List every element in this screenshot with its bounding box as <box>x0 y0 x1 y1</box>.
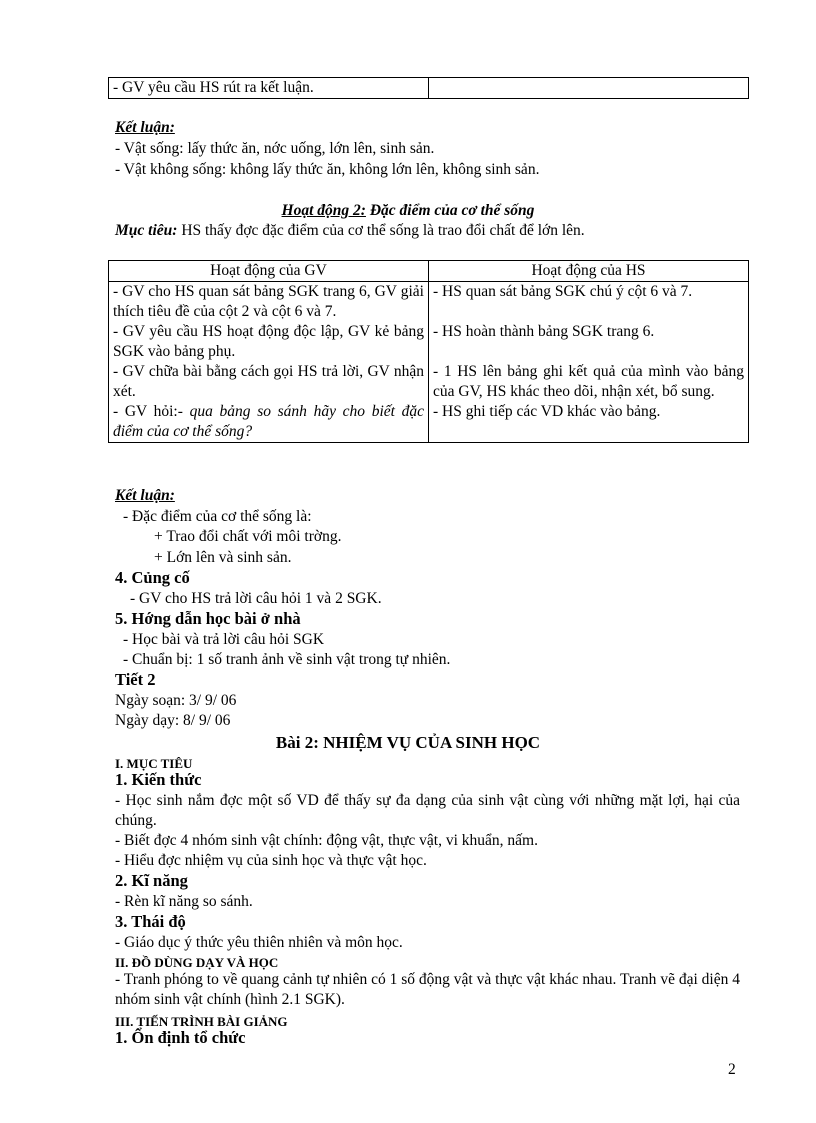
knowledge-line: - Hiểu đợc nhiệm vụ của sinh học và thực vật học. <box>115 852 427 869</box>
conclusion-heading: Kết luận: <box>115 119 175 136</box>
page-number: 2 <box>728 1061 736 1078</box>
hs-step-2: - HS hoàn thành bảng SGK trang 6. <box>433 323 655 340</box>
lesson-title: Bài 2: NHIỆM VỤ CỦA SINH HỌC <box>275 733 541 752</box>
hs-step-3: - 1 HS lên bảng ghi kết quả của mình vào bảng của GV, HS khác theo dõi, nhận xét, bổ sung. <box>433 363 744 400</box>
knowledge-title: 1. Kiến thức <box>115 770 202 789</box>
hs-step-4: - HS ghi tiếp các VD khác vào bảng. <box>433 403 661 420</box>
activity-2-title <box>0 201 816 221</box>
conclusion-2-line: + Trao đổi chất với môi trờng. <box>154 528 342 545</box>
header-gv: Hoạt động của GV <box>109 261 429 282</box>
table-row <box>109 282 749 443</box>
gv-cell <box>109 282 429 443</box>
activity-2-table <box>108 260 749 443</box>
materials-text: - Tranh phóng to về quang cảnh tự nhiên có 1 số động vật và thực vật khác nhau. Tranh vẽ đại diện 4 nhóm sinh vật chính (hình 2.1 SGK). <box>115 971 740 1008</box>
section-4-title: 4. Củng cố <box>115 568 190 587</box>
goal-text: HS thấy đợc đặc điểm của cơ thể sống là trao đổi chất để lớn lên. <box>181 222 585 239</box>
gv-step-4 <box>113 402 424 442</box>
attitude-title: 3. Thái độ <box>115 912 186 931</box>
section-4-line: - GV cho HS trả lời câu hỏi 1 và 2 SGK. <box>130 590 382 607</box>
section-5-line: - Học bài và trả lời câu hỏi SGK <box>123 631 325 648</box>
conclusion-2-line: + Lớn lên và sinh sản. <box>154 549 292 566</box>
table-header-row <box>109 261 749 282</box>
date-taught: Ngày dạy: 8/ 9/ 06 <box>115 712 231 729</box>
table-row <box>109 78 749 99</box>
skills-line: - Rèn kĩ năng so sánh. <box>115 893 253 910</box>
conclusion-line: - Vật sống: lấy thức ăn, nớc uống, lớn lên, sinh sản. <box>115 140 435 157</box>
section-iii-title: III. TIẾN TRÌNH BÀI GIẢNG <box>115 1014 288 1029</box>
tiet-title: Tiết 2 <box>115 670 156 689</box>
conclusion-2-heading: Kết luận: <box>115 487 175 504</box>
knowledge-line: - Biết đợc 4 nhóm sinh vật chính: động vật, thực vật, vi khuẩn, nấm. <box>115 832 538 849</box>
date-prepared: Ngày soạn: 3/ 9/ 06 <box>115 692 237 709</box>
section-iii-sub: 1. Ổn định tổ chức <box>115 1028 246 1047</box>
activity-2-label: Hoạt động 2: <box>281 202 366 219</box>
activity-2-name: Đặc điểm của cơ thể sống <box>369 202 535 219</box>
activity-2-goal <box>115 221 585 241</box>
skills-title: 2. Kĩ năng <box>115 871 188 890</box>
conclusion-line: - Vật không sống: không lấy thức ăn, không lớn lên, không sinh sản. <box>115 161 540 178</box>
gv-step-1: - GV cho HS quan sát bảng SGK trang 6, GV giải thích tiêu đề của cột 2 và cột 6 và 7. <box>113 283 424 320</box>
header-hs: Hoạt động của HS <box>429 261 749 282</box>
activity-table-continued <box>108 77 749 99</box>
knowledge-line: - Học sinh nắm đợc một số VD để thấy sự đa dạng của sinh vật cùng với những mặt lợi, hại của chúng. <box>115 792 740 829</box>
hs-cell <box>429 78 749 99</box>
hs-cell <box>429 282 749 443</box>
hs-step-1: - HS quan sát bảng SGK chú ý cột 6 và 7. <box>433 283 693 300</box>
gv-step-4-question: qua bảng so sánh hãy cho biết đặc điểm của cơ thể sống? <box>113 403 425 440</box>
section-i-title: I. MỤC TIÊU <box>115 756 193 771</box>
section-ii-title: II. ĐỒ DÙNG DẠY VÀ HỌC <box>115 955 279 970</box>
attitude-line: - Giáo dục ý thức yêu thiên nhiên và môn học. <box>115 934 403 951</box>
section-5-line: - Chuẩn bị: 1 số tranh ảnh về sinh vật trong tự nhiên. <box>123 651 451 668</box>
goal-label: Mục tiêu: <box>115 222 178 239</box>
conclusion-2-line: - Đặc điểm của cơ thể sống là: <box>123 508 312 525</box>
gv-step-3: - GV chữa bài bằng cách gọi HS trả lời, GV nhận xét. <box>113 363 424 400</box>
gv-cell: - GV yêu cầu HS rút ra kết luận. <box>109 78 429 99</box>
gv-step-2: - GV yêu cầu HS hoạt động độc lập, GV kẻ bảng SGK vào bảng phụ. <box>113 323 424 360</box>
section-5-title: 5. Hớng dẫn học bài ở nhà <box>115 609 301 628</box>
gv-step-4-prefix: - GV hỏi:- <box>113 403 183 420</box>
